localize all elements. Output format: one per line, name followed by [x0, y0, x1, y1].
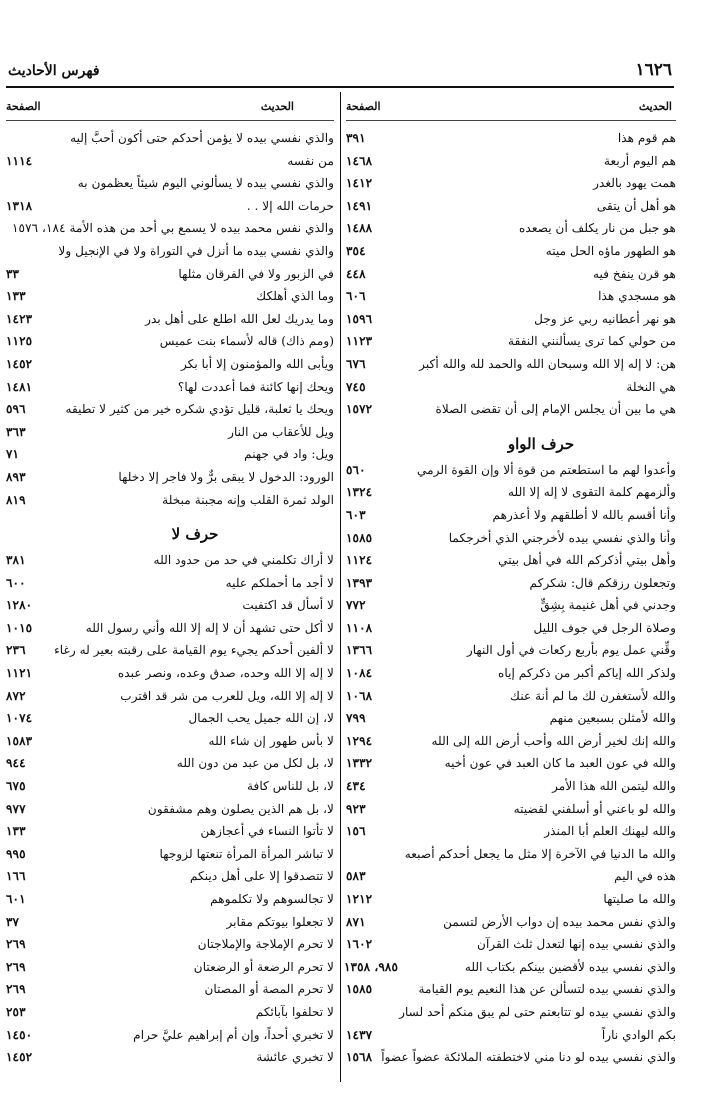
page-reference: ٧٤٥ — [346, 379, 366, 394]
index-entry — [6, 398, 334, 421]
index-entry — [346, 707, 676, 730]
page-reference: ٢٦٩ — [6, 982, 26, 997]
index-entry — [346, 594, 676, 617]
index-entry — [6, 489, 334, 512]
hadith-text: والله لو باعني أو أسلفني لقضيته — [513, 801, 676, 816]
hadith-text: هم قوم هذا — [617, 131, 676, 145]
hadith-text: في الزبور ولا في الفرقان مثلها — [178, 266, 334, 281]
index-entry — [346, 1001, 676, 1024]
hadith-text: هو قرن ينفخ فيه — [593, 266, 676, 281]
page-reference: ٧٧٢ — [346, 598, 366, 613]
hadith-text: لا تحلفوا بآبائكم — [255, 1004, 334, 1019]
page-reference: ١٤٨١ — [6, 379, 33, 394]
index-entry — [346, 888, 676, 911]
hadith-text: وما يدريك لعل الله اطلع على أهل بدر — [145, 311, 334, 326]
hadith-text: لا بأس طهور إن شاء الله — [208, 733, 334, 748]
hadith-text: هي النخلة — [626, 379, 676, 394]
hadith-text: والذي نفسي بيده لا يسألوني اليوم شيئاً يعظمون به — [77, 176, 334, 191]
page-reference: ١٣٣ — [6, 824, 26, 839]
hadith-text: هو نهر أعطانيه ربي عز وجل — [534, 311, 676, 326]
page-reference: ١١١٤ — [6, 153, 33, 168]
index-entry — [346, 330, 676, 353]
page-reference: ٧١ — [6, 447, 20, 462]
index-entry — [6, 933, 334, 956]
page-reference: ١٣١٨ — [6, 198, 33, 213]
index-entry — [346, 843, 676, 866]
index-entry — [6, 820, 334, 843]
index-entry — [6, 888, 334, 911]
hadith-text: ويأبى الله والمؤمنون إلا أبا بكر — [180, 356, 334, 371]
page-reference: ١٥٧٢ — [346, 402, 373, 417]
page-reference: ١٠٧٤ — [6, 711, 33, 726]
column-header — [6, 94, 334, 121]
page-reference: ١٠٨٤ — [346, 666, 373, 681]
index-entry — [346, 911, 676, 934]
index-entry — [6, 443, 334, 466]
hadith-text: لا تجعلوا بيوتكم مقابر — [226, 914, 334, 929]
index-entry — [6, 843, 334, 866]
index-entry — [346, 353, 676, 376]
index-entry — [346, 730, 676, 753]
hadith-text: لا تخبري أحداً، وإن أم إبراهيم عليَّ حرام — [133, 1027, 334, 1042]
hadith-text: والله ليهنك العلم أبا المنذر — [544, 824, 676, 839]
hadith-text: ويل للأعقاب من النار — [228, 424, 334, 439]
hadith-text: ولذكر الله إياكم أكبر من ذكركم إياه — [498, 666, 676, 681]
page-reference: ٤٤٨ — [346, 266, 366, 281]
index-entry — [6, 798, 334, 821]
hadith-text: همت يهود بالغدر — [593, 176, 676, 191]
index-entry — [346, 639, 676, 662]
page-reference: ١٥٨٥ — [346, 530, 373, 545]
index-entry — [6, 707, 334, 730]
hadith-text: هو أهل أن يتقى — [596, 198, 676, 213]
page-reference: ١٤١٢ — [346, 176, 373, 191]
hadith-column-label: الحديث — [638, 100, 672, 113]
index-entry — [6, 421, 334, 444]
hadith-text: من نفسه — [287, 153, 334, 168]
index-entry — [346, 685, 676, 708]
page-reference: ٣٥٤ — [346, 243, 366, 258]
index-entry — [6, 956, 334, 979]
page-reference: ٢٦٩ — [6, 959, 26, 974]
page-reference: ٧٩٩ — [346, 711, 366, 726]
page-reference: ٣٦٣ — [6, 424, 26, 439]
page-reference: ١٥٨٥ — [346, 982, 373, 997]
index-entry — [346, 481, 676, 504]
entries-waw-cont — [6, 127, 334, 511]
index-entry — [346, 285, 676, 308]
page-reference: ١٤٥٢ — [6, 1050, 33, 1065]
hadith-text: لا ألفين أحدكم يجيء يوم القيامة على رقبته بعير له رغاء — [54, 643, 334, 658]
hadith-text: والذي نفسي بيده إنها لتعدل ثلث القرآن — [477, 937, 676, 952]
page-reference: ٣٩١ — [346, 131, 366, 145]
page-reference: ١٢١٢ — [346, 892, 373, 906]
page-reference: ٢٥٣ — [6, 1004, 26, 1019]
page-reference: ١٣٣٢ — [346, 756, 373, 771]
page-reference: ٦٧٦ — [346, 356, 366, 371]
page-reference: ٨٧٢ — [6, 688, 26, 703]
index-entry — [6, 911, 334, 934]
page-reference: ١٣٦٦ — [346, 643, 373, 658]
index-entry — [6, 353, 334, 376]
hadith-text: لا، بل هم الذين يصلون وهم مشفقون — [147, 801, 334, 816]
index-entry — [346, 195, 676, 218]
hadith-text: والذي نفسي بيده لتسألن عن هذا النعيم يوم القيامة — [418, 982, 676, 997]
hadith-text: والذي نفسي بيده لا يؤمن أحدكم حتى أكون أحبَّ إليه — [70, 131, 334, 145]
hadith-text: والله في عون العبد ما كان العبد في عون أخيه — [444, 756, 676, 771]
section-heading-la: حرف لا — [171, 525, 219, 544]
page-reference: ١٦٠٢ — [346, 937, 373, 952]
index-entry — [6, 1024, 334, 1047]
hadith-text: لا أسأل قد اكتفيت — [242, 598, 334, 613]
index-entry — [6, 752, 334, 775]
page-reference: ٩٢٣ — [346, 801, 366, 816]
hadith-text: لا تحرم الإملاجة والإملاجتان — [197, 937, 334, 952]
index-entry — [346, 217, 676, 240]
page-column-label: الصفحة — [6, 100, 41, 113]
page-reference: ١٦٦ — [6, 869, 26, 884]
index-entry — [346, 752, 676, 775]
index-entry — [346, 240, 676, 263]
page-reference: ٦٠١ — [6, 892, 26, 906]
index-entry — [6, 308, 334, 331]
hadith-text: هم اليوم أربعة — [604, 153, 676, 168]
hadith-text: وجدني في أهل غنيمة بِشِقٍّ — [540, 598, 676, 613]
page-reference: ٣٧ — [6, 914, 20, 929]
index-entry — [346, 1046, 676, 1069]
page-reference: ١٠٦٨ — [346, 688, 373, 703]
hadith-text: لا أكل حتى تشهد أن لا إله إلا الله وأني رسول الله — [85, 620, 334, 635]
hadith-text: هي ما بين أن يجلس الإمام إلى أن تقضى الصلاة — [435, 402, 676, 417]
hadith-text: هو جبل من نار يكلف أن يصعده — [519, 221, 676, 236]
page-reference: ٦٧٥ — [6, 779, 26, 794]
hadith-text: حرمات الله إلا . . — [246, 198, 334, 213]
index-entry — [346, 549, 676, 572]
page-reference: ١٢٩٤ — [346, 733, 373, 748]
page-reference: ٣٨١ — [6, 553, 26, 568]
index-entry — [6, 263, 334, 286]
hadith-text: والذي نفس محمد بيده إن دواب الأرض لتسمن — [443, 914, 676, 929]
hadith-text: هو الطهور ماؤه الحل ميته — [545, 243, 676, 258]
page-number: ١٦٢٦ — [635, 60, 672, 80]
hadith-text: والله ليتمن الله هذا الأمر — [552, 779, 676, 794]
hadith-text: وأهل بيتي أذكركم الله في أهل بيتي — [498, 553, 676, 568]
index-entry — [6, 376, 334, 399]
index-entry — [346, 308, 676, 331]
column-header — [346, 94, 676, 121]
hadith-text: لا تباشر المرأة المرأة تنعتها لزوجها — [159, 846, 334, 861]
index-entry — [6, 662, 334, 685]
index-entry — [6, 330, 334, 353]
index-entry — [343, 956, 676, 979]
hadith-text: لا تحرم المصة أو المصتان — [204, 982, 334, 997]
page-reference: ٤٣٤ — [346, 779, 366, 794]
page-reference: ١١٢٣ — [346, 334, 373, 349]
index-entry — [346, 775, 676, 798]
hadith-text: ويحك إنها كائنة فما أعددت لها؟ — [177, 379, 334, 394]
left-column — [6, 94, 334, 1074]
page-reference: ١١٠٨ — [346, 620, 373, 635]
hadith-text: والذي نفسي بيده لأقضين بينكم بكتاب الله — [464, 959, 676, 974]
hadith-text: والله لأستغفرن لك ما لم أنهَ عنك — [510, 688, 676, 703]
page-reference: ٢٦٩ — [6, 937, 26, 952]
page-reference: ٦٠٣ — [346, 507, 366, 522]
hadith-text: والذي نفسي بيده لو تتابعتم حتى لم يبق منكم أحد لسار — [399, 1004, 676, 1019]
index-entry — [6, 865, 334, 888]
page-reference: ١٤٣٧ — [346, 1027, 373, 1042]
hadith-text: لا تخبري عائشة — [256, 1050, 334, 1065]
page-reference: ١٥٦ — [346, 824, 366, 839]
hadith-text: وقِّني عمل يوم بأربع ركعات في أول النهار — [466, 643, 676, 658]
hadith-text: لا، إن الله جميل يحب الجمال — [188, 711, 334, 726]
page-reference: ١٣٢٤ — [346, 485, 373, 500]
index-entry — [6, 549, 334, 572]
index-entry — [6, 285, 334, 308]
index-entry — [6, 172, 334, 195]
hadith-text: ويحك يا ثعلبة، قليل تؤدي شكره خير من كثير لا تطيقه — [65, 402, 334, 417]
page-reference: ١١٢١ — [6, 666, 33, 681]
page-reference: ٨١٩ — [6, 492, 26, 507]
index-entry — [6, 1046, 334, 1069]
page-reference: ٥٩٦ — [6, 402, 26, 417]
index-entry — [6, 978, 334, 1001]
index-entry — [346, 398, 676, 421]
hadith-text: الورود: الدخول لا يبقى برٌّ ولا فاجر إلا دخلها — [118, 469, 334, 484]
page-reference: ٢٣٦ — [6, 643, 26, 658]
page-reference: ١٤٥٠ — [6, 1027, 33, 1042]
page-reference: ١٤٢٣ — [6, 311, 33, 326]
index-entry — [6, 639, 334, 662]
hadith-text: هو مسجدي هذا — [598, 289, 676, 304]
index-entry — [346, 978, 676, 1001]
hadith-text: والذي نفسي بيده لو دنا مني لاختطفته الملائكة عضواً عضواً — [381, 1050, 676, 1065]
hadith-text: (ومم ذاك) قاله لأسماء بنت عميس — [159, 334, 334, 349]
page-column-label: الصفحة — [346, 100, 381, 113]
hadith-text: لا أجد ما أحملكم عليه — [225, 575, 334, 590]
page-reference: ٦٠٠ — [6, 575, 26, 590]
header-rule — [6, 86, 674, 88]
index-entry — [346, 127, 676, 150]
hadith-text: هن: لا إله إلا الله وسبحان الله والحمد لله والله أكبر — [419, 356, 676, 371]
page-reference: ٩٨٥، ١٣٥٨ — [343, 959, 398, 974]
page-reference: ٨٩٣ — [6, 469, 26, 484]
page-reference: ١١٢٤ — [346, 553, 373, 568]
hadith-text: والله ما الدنيا في الآخرة إلا مثل ما يجعل أحدكم أصبعه — [404, 846, 676, 861]
page-reference: ٣٣ — [6, 266, 20, 281]
hadith-text: لا، بل لكل من عبد من دون الله — [176, 756, 334, 771]
page-reference: ٩٩٥ — [6, 846, 26, 861]
page-reference: ١٢٨٠ — [6, 598, 33, 613]
index-entry — [6, 466, 334, 489]
index-entry — [6, 240, 334, 263]
index-entry — [6, 617, 334, 640]
index-entry — [346, 572, 676, 595]
index-entry — [346, 865, 676, 888]
running-title: فهرس الأحاديث — [8, 63, 100, 79]
page-reference: ١٣٣ — [6, 289, 26, 304]
page-reference: ١٣٩٣ — [346, 575, 373, 590]
hadith-text: وأنا والذي نفسي بيده لأخرجني الذي أخرجكما — [448, 530, 676, 545]
page-reference: ١٥٨٣ — [6, 733, 33, 748]
index-entry — [346, 459, 676, 482]
hadith-text: لا تجالسوهم ولا تكلموهم — [210, 892, 334, 906]
hadith-text: من حولي كما ترى يسألنني النفقة — [508, 334, 676, 349]
hadith-text: لا تتصدقوا إلا على أهل دينكم — [189, 869, 334, 884]
index-entry — [346, 504, 676, 527]
hadith-text: لا، بل للناس كافة — [246, 779, 334, 794]
index-entry — [6, 195, 334, 218]
index-entry — [346, 150, 676, 173]
page-header — [0, 0, 708, 92]
index-entry — [346, 798, 676, 821]
page-reference: ١٤٩١ — [346, 198, 373, 213]
column-divider — [340, 92, 341, 1082]
page-reference: ١١٢٥ — [6, 334, 33, 349]
index-entry — [6, 572, 334, 595]
hadith-text: لا إله إلا الله وحده، صدق وعده، ونصر عبده — [117, 666, 334, 681]
page-reference: ٥٨٣ — [346, 869, 366, 884]
section-heading-waw: حرف الواو — [507, 434, 575, 453]
index-entry — [6, 775, 334, 798]
entries-waw — [343, 459, 676, 1069]
hadith-text: وألزمهم كلمة التقوى لا إله إلا الله — [508, 485, 676, 500]
page-reference: ١٠١٥ — [6, 620, 33, 635]
index-entry — [346, 527, 676, 550]
page-reference: ١٥٩٦ — [346, 311, 373, 326]
index-entry — [6, 217, 334, 240]
hadith-text: لا إله إلا الله، ويل للعرب من شر قد اقترب — [120, 688, 334, 703]
hadith-text: والله ما صليتها — [603, 892, 676, 906]
index-entry — [346, 933, 676, 956]
page-reference: ٨٧١ — [346, 914, 366, 929]
hadith-text: لا تأتوا النساء في أعجازهن — [200, 824, 334, 839]
index-entry — [346, 172, 676, 195]
hadith-text: وصلاة الرجل في جوف الليل — [533, 620, 676, 635]
hadith-text: الولد ثمرة القلب وإنه مجبنة مبخلة — [162, 492, 334, 507]
page-reference: ١٤٦٨ — [346, 153, 373, 168]
page-reference: ٩٧٧ — [6, 801, 26, 816]
index-entry — [6, 150, 334, 173]
entries-la — [6, 549, 334, 1069]
index-entry — [6, 730, 334, 753]
hadith-column-label: الحديث — [260, 100, 294, 113]
hadith-text: والذي نفس محمد بيده لا يسمع بي أحد من هذه الأمة ١٨٤، ١٥٧٦ — [12, 221, 334, 236]
hadith-text: ويل: واد في جهنم — [244, 447, 334, 462]
page-reference: ٦٠٦ — [346, 289, 366, 304]
hadith-text: لا تحرم الرضعة أو الرضعتان — [193, 959, 334, 974]
page-reference: ١٤٨٨ — [346, 221, 373, 236]
index-entry — [346, 617, 676, 640]
hadith-text: وأنا أقسم بالله لا أطلقهم ولا أعذرهم — [492, 507, 676, 522]
hadith-text: والله إنك لخير أرض الله وأحب أرض الله إلى الله — [431, 733, 676, 748]
index-entry — [6, 685, 334, 708]
hadith-text: وتجعلون رزقكم قال: شكركم — [529, 575, 676, 590]
index-entry — [346, 263, 676, 286]
hadith-text: هذه في اليم — [614, 869, 676, 884]
index-entry — [346, 662, 676, 685]
page-reference: ١٥٦٨ — [346, 1050, 373, 1065]
hadith-text: بكم الوادي ناراً — [601, 1027, 676, 1042]
entries-ha — [346, 127, 676, 421]
page-reference: ٩٤٤ — [6, 756, 26, 771]
hadith-text: وأعدوا لهم ما استطعتم من قوة ألا وإن القوة الرمي — [416, 462, 676, 477]
index-entry — [6, 1001, 334, 1024]
hadith-text: والذي نفسي بيده ما أنزل في التوراة ولا في الإنجيل ولا — [58, 243, 334, 258]
index-entry — [346, 820, 676, 843]
page-reference: ١٤٥٢ — [6, 356, 33, 371]
hadith-text: وما الذي أهلكك — [256, 289, 334, 304]
index-entry — [6, 127, 334, 150]
hadith-text: والله لأمثلن بسبعين منهم — [549, 711, 676, 726]
index-entry — [346, 1024, 676, 1047]
index-entry — [346, 376, 676, 399]
hadith-text: لا أراك تكلمني في حد من حدود الله — [153, 553, 334, 568]
page-reference: ٥٦٠ — [346, 462, 366, 477]
right-column — [343, 94, 676, 1074]
index-entry — [6, 594, 334, 617]
